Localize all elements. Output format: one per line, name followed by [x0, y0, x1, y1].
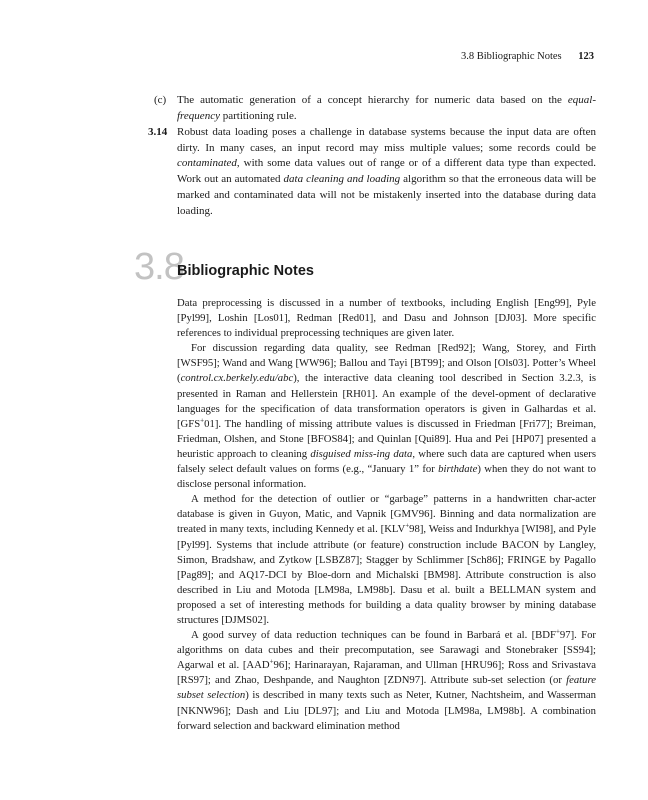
text-run: Data preprocessing is discussed in a number of textbooks, including English [Eng99], Pyle [Pyl99], Loshin [Los01], Redman [Red01], and Dasu and Johnson [DJ03]. More specific references to individual preprocessing techniques are given later.	[177, 297, 596, 340]
running-head	[461, 50, 594, 64]
exercise-item-c	[154, 93, 596, 124]
text-run: algorithm so that the erroneous data will be marked and contaminated data will not be mistakenly inserted into the database during data loading.	[177, 173, 597, 217]
section-number: 3.8	[134, 246, 184, 288]
text-run: ) is described in many texts such as Neter, Kutner, Nachtsheim, and Wasserman [NKNW96]; Dash and Liu [DL97]; and Liu and Motoda [LM98a, LM98b]. A combination forward selection and backward elimination method	[177, 689, 596, 732]
text-run: A good survey of data reduction techniques can be found in Barbará et al. [BDF	[191, 629, 556, 642]
emphasis: birthdate	[438, 463, 478, 476]
text-run: , with some data values out of range or of a different data type than expected. Work out an automated	[177, 157, 596, 186]
emphasis: feature subset selection	[177, 674, 596, 702]
page-number: 123	[578, 51, 594, 62]
exercise-3-14	[148, 125, 597, 219]
emphasis: data cleaning and loading	[283, 173, 401, 186]
text-run: A method for the detection of outlier or “garbage” patterns in a handwritten char-acter database is given in Guyon, Matic, and Vapnik [GMV96]. Binning and data normalization are treated in many texts, including Kennedy et al. [KLV	[177, 493, 596, 536]
superscript: +	[269, 657, 274, 666]
paragraph	[177, 296, 596, 341]
text-run: ), the interactive data cleaning tool described in Section 3.2.3, is presented in Raman and Hellerstein [RH01]. An example of the devel-opment of declarative languages for the specification of data transformation operators is given in Galhardas et al. [GFS	[177, 372, 596, 430]
running-head-section: 3.8 Bibliographic Notes	[461, 51, 562, 62]
text-run: The automatic generation of a concept hierarchy for numeric data based on the	[177, 94, 568, 106]
text-run: 97]. For algorithms on data cubes and their precomputation, see Sarawagi and Stonebraker [SS94]; Agarwal et al. [AAD	[177, 629, 596, 672]
text-run: 96]; Harinarayan, Rajaraman, and Ullman [HRU96]; Ross and Srivastava [RS97]; and Zhao, Deshpande, and Naughton [ZDN97]. Attribute sub-set selection (or	[177, 659, 596, 687]
paragraph	[177, 492, 596, 628]
section-title: Bibliographic Notes	[177, 263, 314, 279]
text-run: partitioning rule.	[219, 109, 297, 122]
superscript: +	[405, 521, 410, 530]
text-run: ) when they do not want to disclose personal information.	[177, 463, 596, 491]
section-body	[177, 296, 596, 734]
emphasis: equal-frequency	[177, 94, 596, 122]
superscript: +	[555, 627, 560, 636]
emphasis: disguised miss-ing data	[310, 447, 413, 460]
superscript: +	[200, 416, 205, 425]
paragraph	[177, 628, 596, 734]
exercise-item-c-label: (c)	[154, 94, 167, 106]
text-run: Robust data loading poses a challenge in database systems because the input data are often dirty. In many cases, an input record may miss multiple values; some records could be	[177, 126, 596, 154]
text-run: For discussion regarding data quality, see Redman [Red92]; Wang, Storey, and Firth [WSF95]; Wand and Wang [WW96]; Ballou and Tayi [BT99]; and Olson [Ols03]. Potter’s Wheel (	[177, 342, 596, 385]
paragraph	[177, 341, 596, 492]
exercise-number: 3.14	[148, 126, 168, 138]
text-run: , where such data are captured when users falsely select default values on forms (e.g., “January 1” for	[177, 447, 596, 476]
text-run: 98], Weiss and Indurkhya [WI98], and Pyle [Pyl99]. Systems that include attribute (or feature) construction include BACON by Langley, Simon, Bradshaw, and Zytkow [LSBZ87]; Stagger by Schlimmer [Sch86]; FRINGE by Pagallo [Pag89]; and AQ17-DCI by Bloe-dorn and Michalski [BM98]. Attribute construction is also described in Liu and Motoda [LM98a, LM98b]. Dasu et al. built a BELLMAN system and proposed a set of interesting methods for building a data quality browser by mining database structures [DJMS02].	[177, 523, 596, 626]
emphasis: control.cx.berkely.edu/abc	[180, 372, 294, 385]
emphasis: contaminated	[177, 157, 237, 170]
text-run: 01]. The handling of missing attribute values is discussed in Friedman [Fri77]; Breiman, Friedman, Olshen, and Stone [BFOS84]; and Quinlan [Qui89]. Hua and Pei [HP07] presented a heuristic approach to cleaning	[177, 417, 596, 460]
